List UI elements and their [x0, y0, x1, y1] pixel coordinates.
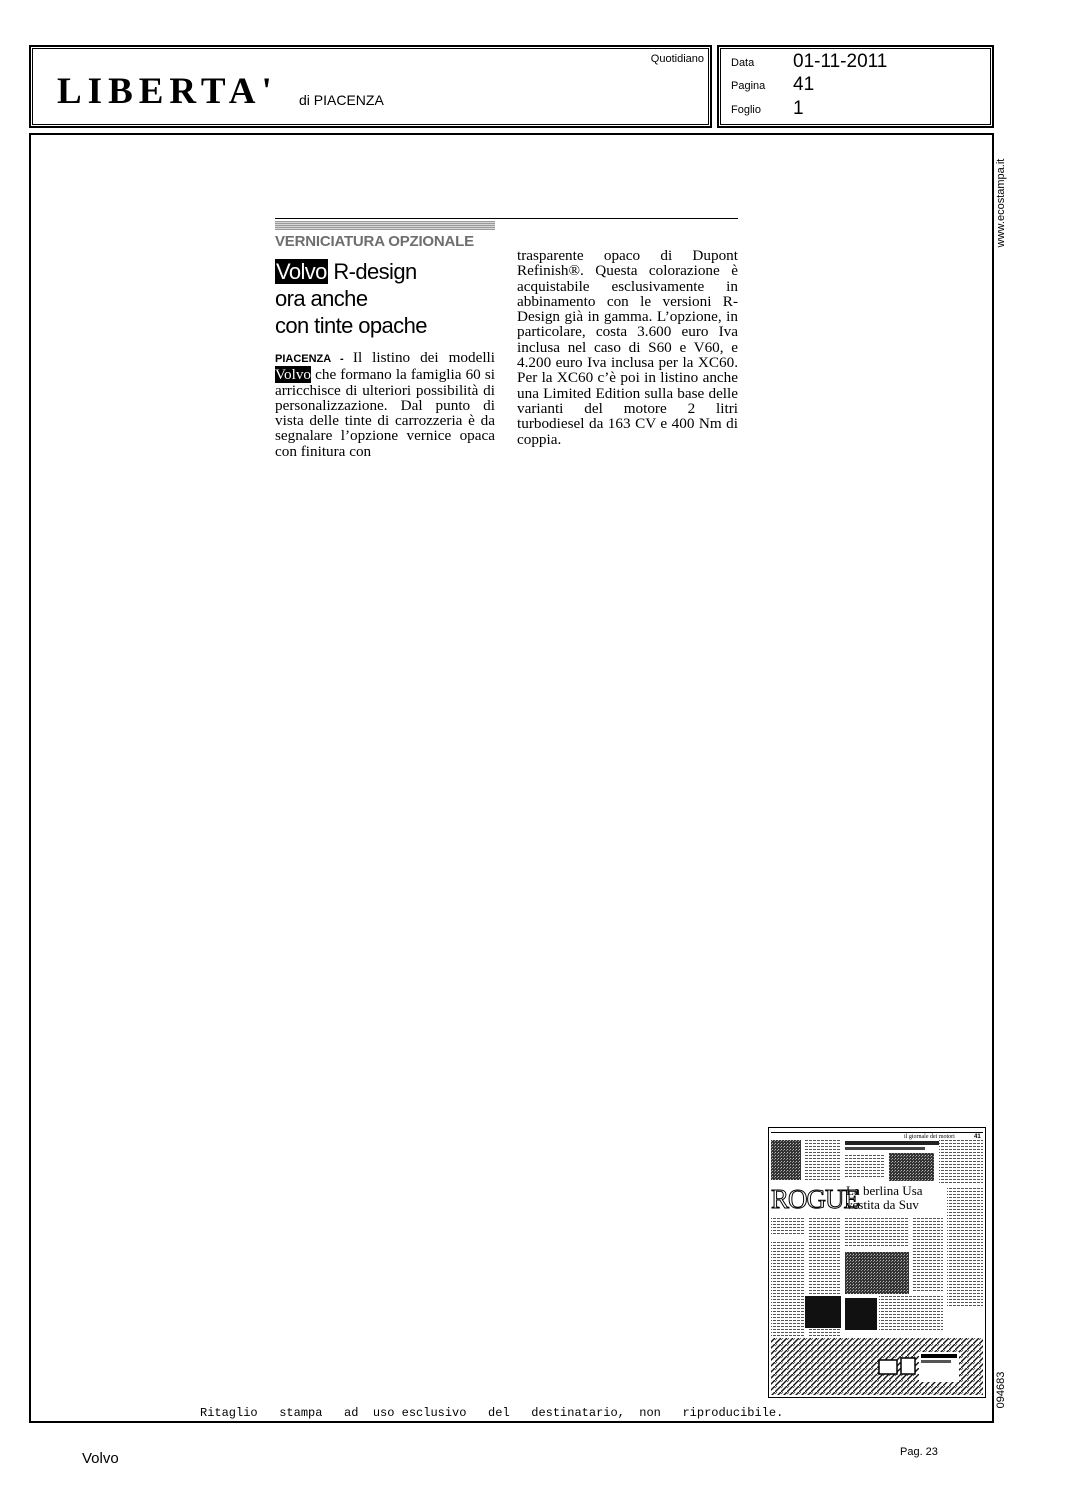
headline-highlight: Volvo	[276, 259, 327, 284]
headline-line2: ora anche	[275, 286, 368, 311]
headline-line3: con tinte opache	[275, 313, 427, 338]
meta-label-page: Pagina	[731, 80, 766, 92]
column1-lead: Il listino dei modelli	[352, 349, 495, 366]
column1-text: che formano la famiglia 60 si arricchisce di ulteriori possibilità di personalizzazione. Dal punto di vista delle tinte di carrozzeria è da segnalare l’opzione vernice opaca con finitura con	[275, 366, 495, 460]
article-column-2: trasparente opaco di Dupont Refinish®. Questa colorazione è acquistabile esclusivamente in abbinamento con le versioni R-Design già in gamma. L’opzione, in particolare, costa 3.600 euro Iva inclusa nel caso di S60 e V60, e 4.200 euro Iva inclusa per la XC60. Per la XC60 c’è poi in listino anche una Limited Edition sulla base delle varianti del motore 2 litri turbodiesel da 163 CV e 400 Nm di coppia.	[517, 247, 738, 448]
newspaper-logo-subtitle: di PIACENZA	[299, 92, 384, 108]
article-kicker: VERNICIATURA OPZIONALE	[275, 233, 474, 250]
article-top-rule	[275, 218, 738, 219]
newspaper-logo: LIBERTA'	[57, 71, 278, 112]
meta-label-date: Data	[731, 57, 755, 69]
thumb-big-word: ROGUE	[771, 1184, 859, 1214]
thumb-title-2: vestita da Suv	[846, 1197, 919, 1212]
column1-highlight: Volvo	[275, 366, 312, 384]
meta-label-sheet: Foglio	[731, 104, 761, 116]
article-column-1	[275, 350, 495, 459]
article-headline	[275, 258, 505, 339]
meta-value-date: 01-11-2011	[793, 51, 888, 72]
issue-meta-box	[717, 45, 994, 128]
masthead-box	[29, 45, 712, 128]
disclaimer: Ritaglio stampa ad uso esclusivo del destinatario, non riproducibile.	[200, 1406, 784, 1420]
thumb-page-number: 41	[974, 1134, 981, 1140]
side-code: 094683	[995, 1371, 1007, 1409]
thumb-title-1: La berlina Usa	[846, 1183, 923, 1198]
headline-line1: R-design	[333, 259, 417, 284]
footer-page-label: Pag. 23	[900, 1446, 938, 1458]
side-url: www.ecostampa.it	[995, 158, 1007, 248]
frequency-label: Quotidiano	[650, 53, 704, 65]
meta-value-page: 41	[793, 74, 815, 95]
dateline-separator: -	[330, 353, 353, 365]
meta-value-sheet: 1	[793, 98, 804, 119]
article-gray-bar	[275, 221, 495, 230]
footer-keyword: Volvo	[82, 1450, 119, 1467]
article-dateline: PIACENZA	[275, 353, 331, 365]
page-thumbnail-image	[769, 1128, 985, 1397]
page-thumbnail	[768, 1127, 986, 1398]
thumb-masthead: il giornale dei motori	[904, 1134, 955, 1140]
